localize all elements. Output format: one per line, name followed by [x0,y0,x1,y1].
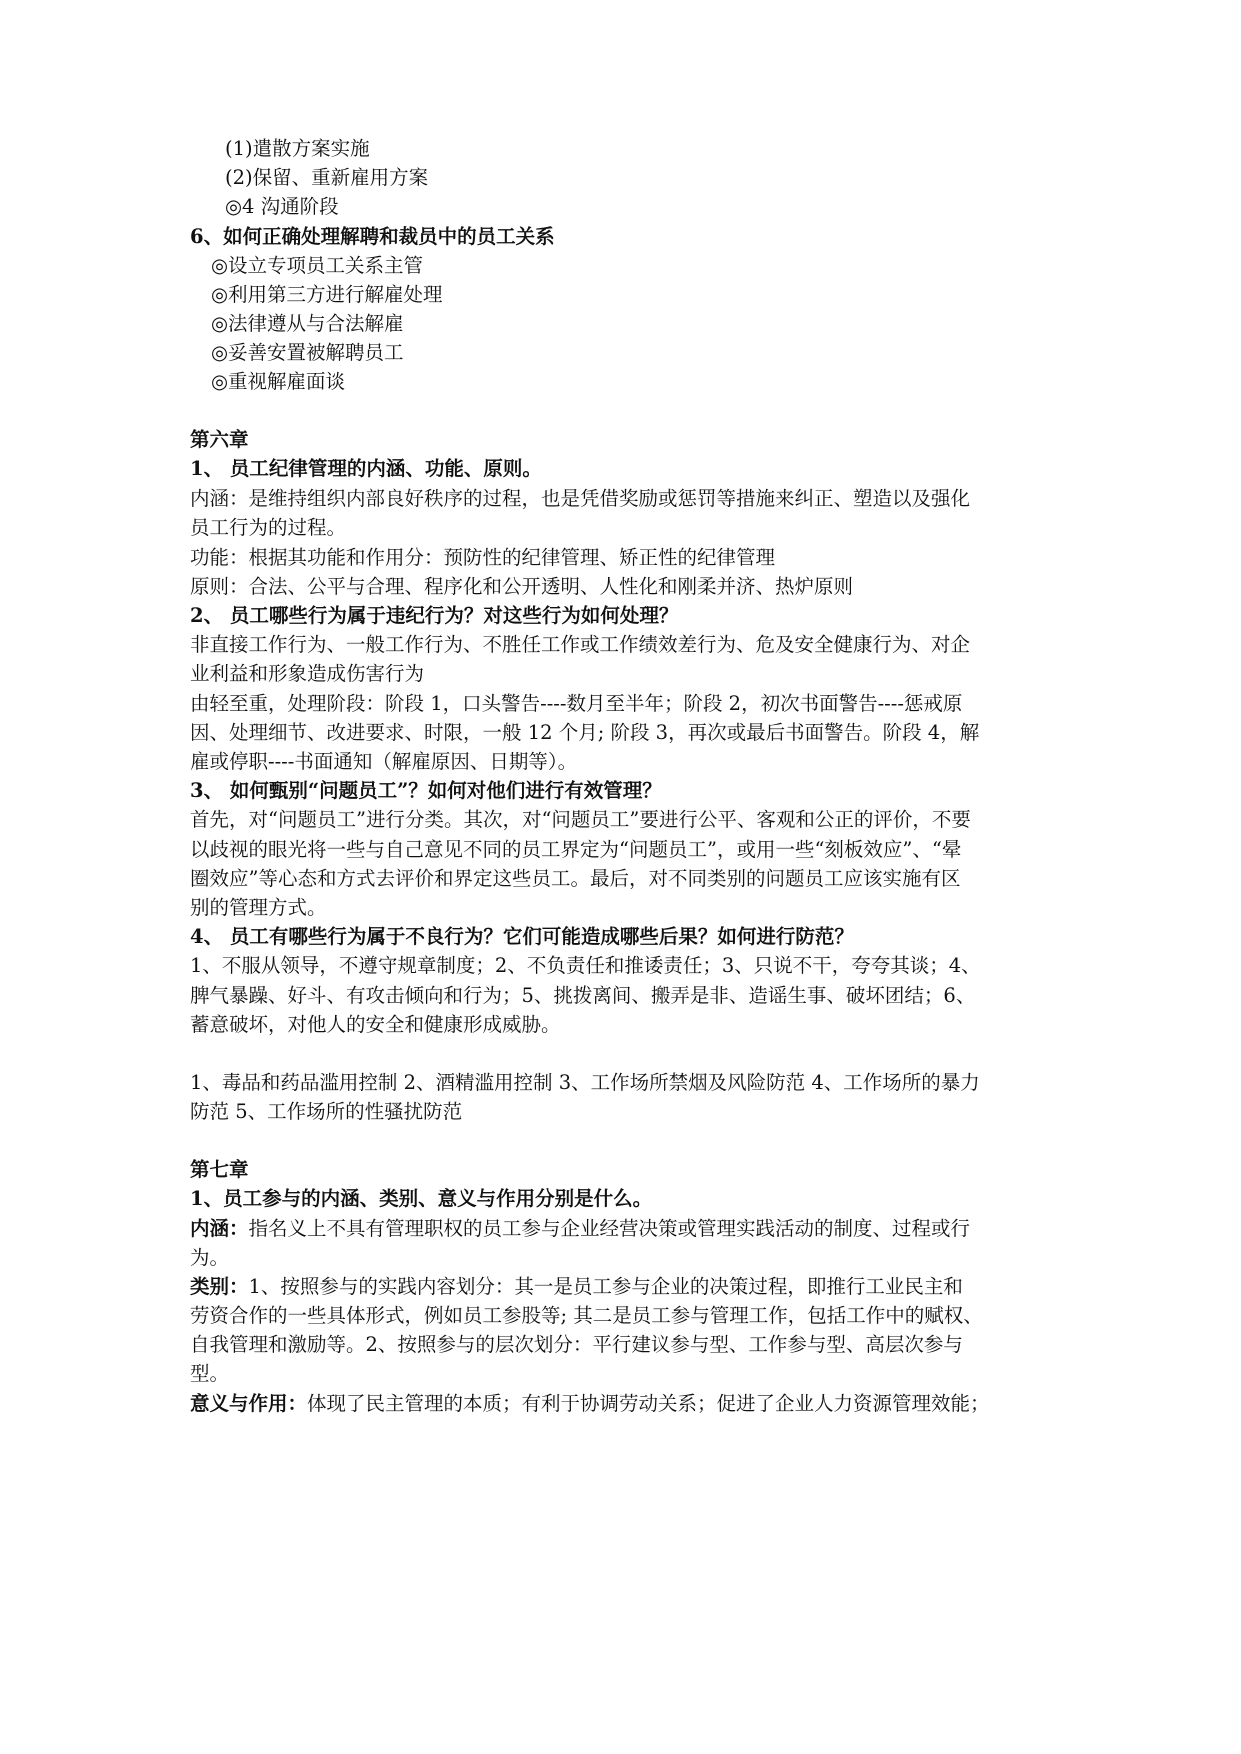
ch7-leibie-line [190,1272,963,1302]
ch7-neihan-line [190,1214,970,1244]
ch7-leibie-line: 型。 [190,1362,230,1385]
ch7-neihan-label: 内涵： [190,1217,249,1240]
q6-heading: 6、如何正确处理解聘和裁员中的员工关系 [190,225,555,248]
ch6-q1-line: 内涵：是维持组织内部良好秩序的过程，也是凭借奖励或惩罚等措施来纠正、塑造以及强化 [190,487,971,510]
chapter-6-title: 第六章 [190,428,249,451]
ch6-q2-line: 业利益和形象造成伤害行为 [190,662,425,685]
q6-item: ◎重视解雇面谈 [211,370,346,393]
ch7-leibie-line: 自我管理和激励等。2、按照参与的层次划分：平行建议参与型、工作参与型、高层次参与 [190,1333,963,1356]
ch6-q1-line: 员工行为的过程。 [190,516,347,539]
ch6-q3-line: 别的管理方式。 [190,896,327,919]
ch6-q3-line: 圈效应”等心态和方式去评价和界定这些员工。最后，对不同类别的问题员工应该实施有区 [190,867,961,890]
q6-item: ◎利用第三方进行解雇处理 [211,283,443,306]
ch7-leibie-label: 类别： [190,1275,249,1298]
ch6-q3-line: 以歧视的眼光将一些与自己意见不同的员工界定为“问题员工”，或用一些“刻板效应”、“晕 [190,838,962,861]
ch7-yiyi-line [190,1389,990,1419]
ch6-q4-line: 1、不服从领导，不遵守规章制度；2、不负责任和推诿责任；3、只说不干，夸夸其谈；4、 [190,954,981,977]
sub-item-retention: (2)保留、重新雇用方案 [225,166,429,189]
sub-item-dismissal: (1)遣散方案实施 [225,137,370,160]
ch7-neihan-line: 为。 [190,1246,230,1269]
ch6-q4-prevention-line: 1、毒品和药品滥用控制 2、酒精滥用控制 3、工作场所禁烟及风险防范 4、工作场所的暴力 [190,1071,980,1094]
ch6-q2-heading: 2、 员工哪些行为属于违纪行为？对这些行为如何处理？ [190,604,679,627]
sub-item-communication: ◎4 沟通阶段 [225,195,339,218]
q6-item: ◎妥善安置被解聘员工 [211,341,404,364]
ch6-q4-prevention-line: 防范 5、工作场所的性骚扰防范 [190,1100,463,1123]
ch6-q3-heading: 3、 如何甄别“问题员工”？如何对他们进行有效管理？ [190,779,662,802]
ch6-q1-line: 原则：合法、公平与合理、程序化和公开透明、人性化和刚柔并济、热炉原则 [190,575,854,598]
ch7-yiyi-label: 意义与作用： [190,1392,308,1415]
ch7-q1-heading: 1、员工参与的内涵、类别、意义与作用分别是什么。 [190,1187,653,1210]
ch7-neihan-text: 指名义上不具有管理职权的员工参与企业经营决策或管理实践活动的制度、过程或行 [248,1217,971,1240]
ch6-q2-line: 因、处理细节、改进要求、时限，一般 12 个月; 阶段 3，再次或最后书面警告。阶段 4，解 [190,721,980,744]
chapter-7-title: 第七章 [190,1158,249,1181]
ch6-q3-line: 首先，对“问题员工”进行分类。其次，对“问题员工”要进行公平、客观和公正的评价，不要 [190,808,971,831]
ch6-q2-line: 由轻至重，处理阶段：阶段 1，口头警告----数月至半年；阶段 2，初次书面警告----惩戒原 [190,692,963,715]
ch7-leibie-text: 1、按照参与的实践内容划分：其一是员工参与企业的决策过程，即推行工业民主和 [248,1275,963,1298]
ch6-q4-heading: 4、 员工有哪些行为属于不良行为？它们可能造成哪些后果？如何进行防范？ [190,925,854,948]
ch6-q1-line: 功能：根据其功能和作用分：预防性的纪律管理、矫正性的纪律管理 [190,546,776,569]
q6-item: ◎法律遵从与合法解雇 [211,312,404,335]
ch6-q4-line: 蓄意破坏，对他人的安全和健康形成威胁。 [190,1013,561,1036]
ch6-q2-line: 非直接工作行为、一般工作行为、不胜任工作或工作绩效差行为、危及安全健康行为、对企 [190,633,971,656]
ch7-leibie-line: 劳资合作的一些具体形式，例如员工参股等; 其二是员工参与管理工作，包括工作中的赋权、 [190,1304,983,1327]
ch6-q4-line: 脾气暴躁、好斗、有攻击倾向和行为；5、挑拨离间、搬弄是非、造谣生事、破坏团结；6、 [190,984,976,1007]
ch7-yiyi-text: 体现了民主管理的本质；有利于协调劳动关系；促进了企业人力资源管理效能； [307,1392,990,1415]
q6-item: ◎设立专项员工关系主管 [211,254,424,277]
ch6-q1-heading: 1、 员工纪律管理的内涵、功能、原则。 [190,457,542,480]
ch6-q2-line: 雇或停职----书面通知（解雇原因、日期等）。 [190,750,578,773]
